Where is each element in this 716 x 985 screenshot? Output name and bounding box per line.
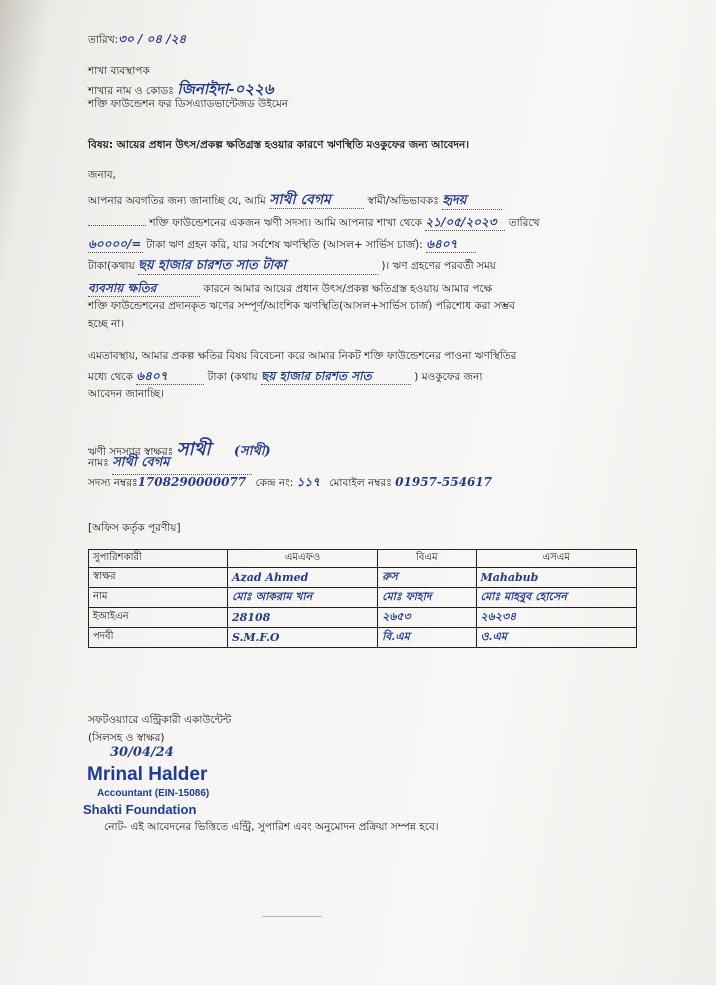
table-cell: বি.এম [378, 628, 476, 648]
table-row [89, 628, 637, 648]
date-line [88, 31, 186, 51]
table-cell: নাম [89, 588, 228, 608]
center-label: কেন্দ্র নং: [255, 477, 294, 489]
subject: বিষয়: আয়ের প্রধান উৎস/প্রকল্প ক্ষতিগ্রস্ত হওয়ার কারণে ঋণস্থিতি মওকুফের জন্য আবেদন। [88, 139, 470, 151]
center-value: ১১৭ [296, 475, 320, 489]
table-cell: স্বাক্ষর [89, 568, 228, 588]
body-text: টাকা (কথায় [207, 371, 258, 383]
table-header-cell: এসএম [476, 550, 636, 568]
body-text: স্বামী/অভিভাবকঃ [367, 195, 439, 207]
seal-line: (সিলসহ ও স্বাক্ষর) [88, 732, 165, 744]
stamp-title: Accountant (EIN-15086) [97, 788, 210, 799]
table-cell: S.M.F.O [228, 628, 378, 648]
body-text: )। ঋণ গ্রহণের পরবর্তী সময় [381, 260, 496, 272]
table-cell: Azad Ahmed [228, 568, 378, 588]
table-row [89, 588, 637, 608]
table-cell: মোঃ ফাহাদ [378, 588, 476, 608]
guardian-name: হৃদয় [442, 193, 502, 210]
waive-words: ছয় হাজার চারশত সাত [261, 368, 411, 385]
office-note: [অফিস কর্তৃক পূরণীয়] [88, 522, 181, 534]
loan-amount: ৬০০০০/= [88, 237, 142, 251]
table-cell: পদবী [89, 628, 228, 648]
table-row [89, 568, 637, 588]
recommendation-table [88, 549, 637, 648]
body-line-2 [88, 214, 540, 231]
accountant-signature-date: 30/04/24 [110, 745, 174, 760]
table-cell: মোঃ আকরাম খান [228, 588, 378, 608]
balance-words: ছয় হাজার চারশত সাত টাকা [138, 258, 378, 275]
table-cell: মোঃ মাহবুব হোসেন [476, 588, 636, 608]
table-cell: 28108 [228, 608, 378, 628]
mobile-value: 01957-554617 [395, 475, 492, 489]
body-line-10: আবেদন জানাচ্ছি। [88, 388, 164, 400]
branch-name-value: জিনাইদা-০২২৬ [177, 80, 274, 98]
table-header-cell: বিএম [378, 550, 476, 568]
body-line-4 [88, 258, 496, 275]
table-cell: Mahabub [476, 568, 636, 588]
body-text: টাকা ঋণ গ্রহন করি, যার সর্বশেষ ঋণস্থিতি (আসল+ সার্ভিস চার্জ): [146, 239, 423, 251]
reason: ব্যবসায় ক্ষতির [88, 280, 200, 297]
body-text: শক্তি ফাউন্ডেশনের একজন ঋণী সদস্য। আমি আপনার শাখা থেকে [149, 217, 423, 229]
body-line-8: এমতাবস্থায়, আমার প্রকল্প ক্ষতির বিষয় বিবেচনা করে আমার নিকট শক্তি ফাউন্ডেশনের পাওনা ঋণস্থিতির [88, 350, 517, 362]
mobile-label: মোবাইল নম্বরঃ [329, 477, 392, 489]
stamp-name: Mrinal Halder [87, 764, 208, 785]
salutation: জনাব, [88, 169, 116, 181]
member-signature: সাথী [176, 439, 211, 460]
stamp-org: Shakti Foundation [83, 802, 197, 817]
table-cell: ২৬৫৩ [378, 608, 476, 628]
member-sig-label: ঋণী সদস্যার স্বাক্ষরঃ [88, 446, 174, 458]
branch-manager: শাখা ব্যবস্থাপক [88, 65, 150, 77]
body-text: মধ্যে থেকে [88, 371, 133, 383]
member-name: সাথী বেগম [269, 192, 364, 209]
org-name: শক্তি ফাউন্ডেশন ফর ডিসএ্যাডভান্টেজড উইমেন [88, 98, 289, 110]
table-cell: রুস [378, 568, 476, 588]
table-cell: ২৬২৩৪ [476, 608, 636, 628]
waive-amount: ৬৪০৭ [136, 368, 204, 385]
body-line-6: শক্তি ফাউন্ডেশনের প্রদানকৃত ঋণের সম্পূর্ণ/আংশিক ঋণস্থিতি(আসল+সার্ভিস চার্জ) পরিশোধ করা সম্ভব [88, 300, 515, 312]
loan-date: ২১/০৫/২০২৩ [425, 214, 505, 231]
member-name-value: সাথী বেগম [112, 453, 252, 475]
table-header-row [89, 550, 637, 568]
body-text: আপনার অবগতির জন্য জানাচ্ছি যে, আমি [88, 195, 266, 207]
body-line-9 [88, 368, 482, 385]
table-row [89, 608, 637, 628]
body-text: ) মওকুফের জন্য [414, 371, 483, 383]
date-label: তারিখ: [88, 34, 119, 46]
balance-amount: ৬৪০৭ [426, 236, 476, 253]
member-name-label: নামঃ [88, 457, 109, 469]
member-sig-note: (সাথী) [233, 444, 271, 459]
branch-name-label: শাখার নাম ও কোডঃ [88, 85, 174, 97]
member-id-label: সদস্য নম্বরঃ [88, 477, 138, 489]
software-line: সফটওয়্যারে এন্ট্রিকারী একাউন্টেন্ট [88, 714, 232, 726]
body-text: টাকা(কথায় [88, 260, 135, 272]
table-header-cell: সুপারিশকারী [89, 550, 228, 568]
body-line-1 [88, 192, 502, 210]
body-text: কারনে আমার আয়ের প্রধান উৎস/প্রকল্প ক্ষতিগ্রস্ত হওয়ায় আমার পক্ষে [203, 283, 493, 295]
table-cell: ও.এম [476, 628, 636, 648]
body-text: তারিখে [508, 217, 540, 229]
body-line-3 [88, 236, 476, 253]
footer-note: নোট- এই আবেদনের ভিত্তিতে এন্ট্রি, সুপারিশ এবং অনুমোদন প্রক্রিয়া সম্পন্ন হবে। [104, 821, 439, 833]
member-id-value: 1708290000077 [137, 475, 247, 489]
table-cell: ইআইএন [89, 608, 228, 628]
body-line-7: হচ্ছে না। [88, 318, 125, 330]
table-header-cell: এমএফও [228, 550, 378, 568]
member-id-line [88, 474, 492, 494]
paper-mark [262, 916, 322, 917]
date-value: ৩০ / ০৪ /২৪ [118, 32, 187, 46]
member-name-line [88, 453, 252, 475]
body-line-5 [88, 280, 492, 297]
